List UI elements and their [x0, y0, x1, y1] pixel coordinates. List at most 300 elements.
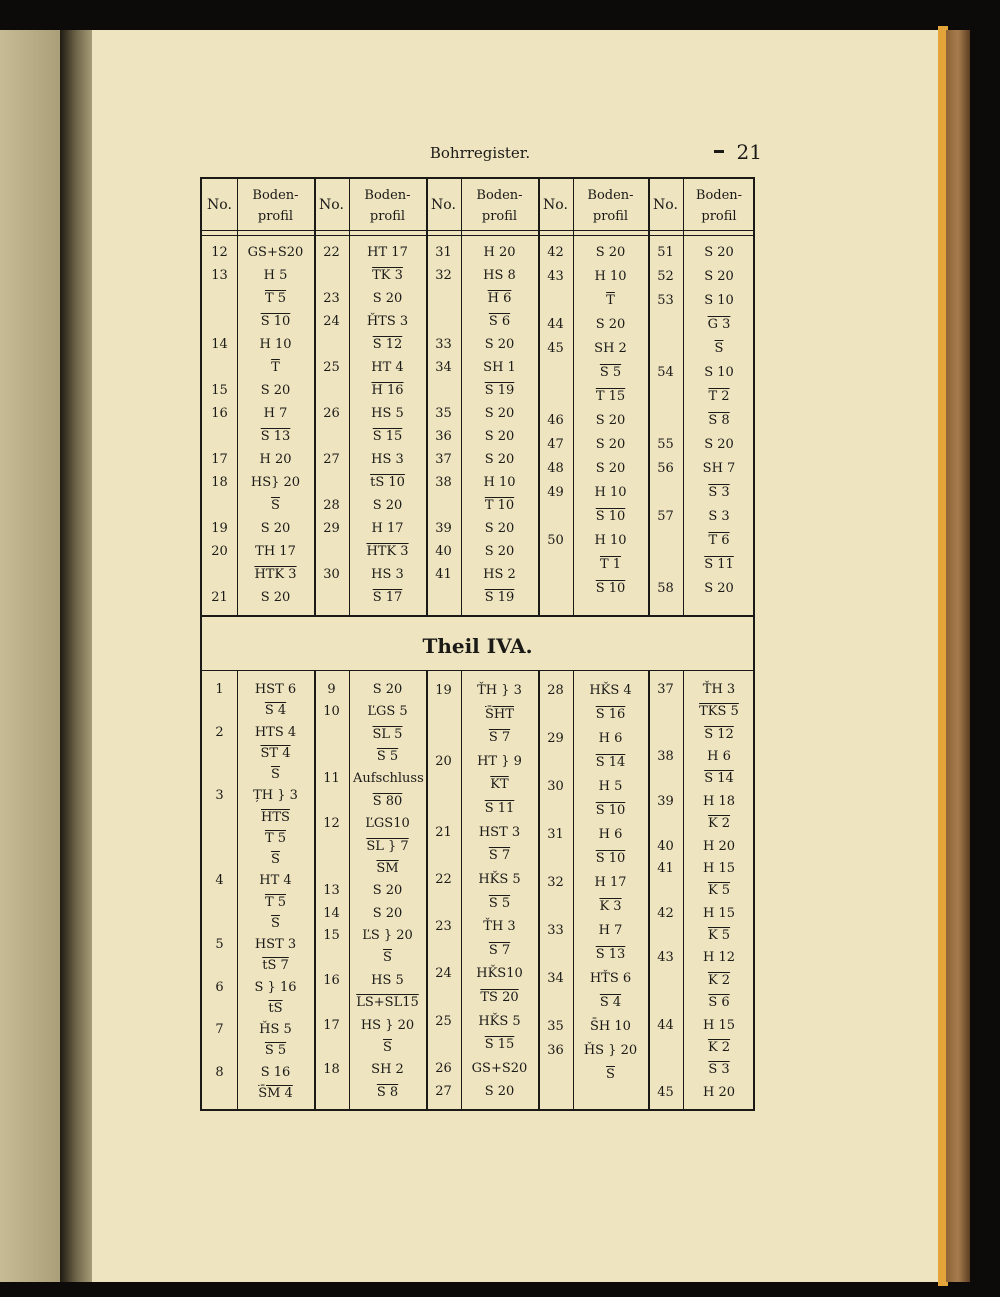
profile-layer: K 2	[707, 816, 731, 832]
row-number: 30	[323, 567, 340, 582]
row-number: 37	[435, 452, 452, 467]
profile-layer: S̄H 10	[590, 1019, 631, 1034]
row-number: 15	[211, 383, 228, 398]
row-number: 17	[211, 452, 228, 467]
profile-layer: $\overline{T}$	[271, 360, 280, 375]
profile-layer: HT 17	[367, 245, 408, 260]
profile-label-line1: Boden-	[252, 188, 299, 203]
profile-layer: ȚH } 3	[253, 788, 298, 804]
row-number: 56	[657, 461, 674, 476]
profile-layer: $\overline{KT}$	[490, 777, 509, 793]
profile-layer: SH 2	[594, 341, 627, 356]
profile-layer: S 10	[595, 803, 626, 818]
profile-layer: S 5	[488, 895, 511, 911]
profile-layer: S 6	[708, 995, 730, 1011]
profile-layer: ST 4	[260, 745, 291, 761]
profile-layer: S 11	[704, 557, 734, 572]
profile-layer: H 15	[702, 1017, 735, 1033]
profile-layer: S 14	[595, 755, 626, 770]
profile-layer: S 7	[488, 942, 511, 958]
row-number: 20	[435, 753, 452, 769]
profile-layer: T 2	[708, 389, 730, 404]
profile-layer: S 20	[704, 581, 734, 596]
profile-layer: H 10	[594, 269, 627, 284]
profile-label-line1: Boden-	[476, 188, 523, 203]
profile-layer: T 5	[264, 894, 287, 910]
profile-layer: LS+SL15	[356, 995, 419, 1011]
profile-layer: S 20	[372, 905, 403, 921]
profile-layer: HS 5	[371, 406, 404, 421]
profile-layer: $\overline{SM}$	[376, 860, 399, 876]
profile-layer: H 6	[598, 827, 623, 842]
column-divider	[573, 179, 574, 616]
row-number: 47	[547, 437, 564, 452]
row-number: 13	[211, 268, 228, 283]
profile-layer: HS} 20	[250, 475, 301, 490]
profile-layer: ȞTS 3	[366, 314, 409, 329]
profile-layer: S 13	[595, 947, 626, 962]
row-number: 14	[211, 337, 228, 352]
profile-layer: H 18	[702, 793, 735, 809]
profile-layer: T 15	[595, 389, 626, 404]
profile-layer: H 7	[598, 923, 623, 938]
profile-layer: S 5	[376, 749, 399, 765]
profile-layer: T 10	[484, 498, 515, 513]
column-header-no: No.	[319, 197, 344, 213]
profile-layer: S 20	[595, 317, 626, 332]
left-page-edge	[0, 30, 66, 1282]
row-number: 31	[547, 827, 564, 842]
profile-layer: HS 3	[371, 567, 404, 582]
profile-layer: HS 5	[371, 972, 404, 988]
profile-layer: $\overline{HTS}$	[261, 809, 290, 825]
row-number: 30	[547, 779, 564, 794]
column-divider	[237, 179, 238, 616]
profile-layer: T 5	[264, 291, 287, 306]
profile-layer: $\overline{S}$	[271, 915, 280, 931]
column-divider	[573, 671, 574, 1109]
row-number: 9	[327, 682, 336, 697]
row-number: 49	[547, 485, 564, 500]
row-number: 20	[211, 544, 228, 559]
profile-layer: G 3	[707, 317, 731, 332]
row-number: 40	[435, 544, 452, 559]
profile-layer: S 16	[595, 707, 626, 722]
row-number: 58	[657, 581, 674, 596]
profile-layer: S 20	[372, 682, 403, 697]
profile-layer: S 20	[260, 590, 291, 605]
profile-layer: S 17	[372, 590, 403, 605]
profile-layer: HǨS 5	[478, 1013, 521, 1029]
row-number: 36	[435, 429, 452, 444]
profile-layer: SH 7	[702, 461, 736, 476]
column-header-profile	[349, 185, 426, 227]
profile-layer: S 20	[260, 383, 291, 398]
row-number: 12	[211, 245, 228, 260]
row-number: 42	[657, 905, 674, 921]
section-rule	[202, 615, 753, 617]
profile-layer: S 20	[484, 406, 515, 421]
profile-layer: ĽGS 5	[367, 704, 408, 720]
profile-layer: HǨS 5	[478, 871, 521, 887]
profile-layer: S 20	[484, 452, 515, 467]
row-number: 38	[657, 749, 674, 765]
row-number: 6	[215, 979, 224, 995]
profile-layer: H 15	[702, 905, 735, 921]
profile-layer: S 20	[372, 498, 403, 513]
row-number: 48	[547, 461, 564, 476]
row-number: 1	[215, 682, 224, 697]
row-number: 43	[657, 950, 674, 966]
profile-layer: S 20	[484, 337, 515, 352]
row-number: 29	[323, 521, 340, 536]
profile-layer: K 2	[707, 972, 731, 988]
profile-layer: S 20	[704, 437, 734, 452]
row-number: 12	[323, 816, 340, 832]
profile-layer: S 10	[595, 509, 626, 524]
profile-layer: GS+S20	[471, 1060, 528, 1076]
profile-layer: S 19	[484, 383, 515, 398]
row-number: 22	[323, 245, 340, 260]
profile-layer: $\overline{S}$	[383, 950, 392, 966]
profile-layer: T 6	[708, 533, 730, 548]
row-number: 3	[215, 788, 224, 804]
section-title: Theil IVA.	[422, 634, 533, 658]
profile-layer: SH 1	[483, 360, 516, 375]
row-number: 36	[547, 1043, 564, 1058]
column-divider	[683, 179, 684, 616]
row-number: 8	[215, 1064, 224, 1080]
row-number: 42	[547, 245, 564, 260]
row-number: 23	[323, 291, 340, 306]
profile-layer: H 17	[371, 521, 404, 536]
book-spine	[60, 30, 92, 1282]
row-number: 16	[211, 406, 228, 421]
row-number: 32	[435, 268, 452, 283]
column-divider	[237, 671, 238, 1109]
column-header-no: No.	[543, 197, 568, 213]
profile-layer: S 4	[264, 703, 287, 719]
row-number: 29	[547, 731, 564, 746]
row-number: 26	[435, 1060, 452, 1076]
row-number: 13	[323, 883, 340, 899]
profile-layer: HST 3	[254, 937, 297, 952]
profile-layer: tS 10	[370, 475, 405, 490]
profile-layer: H 6	[487, 291, 512, 306]
profile-layer: Aufschluss	[353, 771, 424, 787]
bohrregister-table	[200, 177, 755, 1111]
profile-layer: S 10	[704, 365, 734, 380]
profile-layer: S 20	[260, 521, 291, 536]
row-number: 17	[323, 1017, 340, 1033]
profile-layer: S 19	[484, 590, 515, 605]
row-number: 41	[657, 860, 674, 876]
profile-layer: S 10	[704, 293, 734, 308]
profile-layer: H 17	[594, 875, 627, 890]
profile-layer: $\overline{S}$	[271, 498, 280, 513]
profile-layer: S 8	[708, 413, 730, 428]
profile-layer: ŤH } 3	[477, 683, 522, 698]
column-divider	[349, 179, 350, 616]
profile-layer: ȞS 5	[259, 1022, 292, 1037]
column-header-no: No.	[207, 197, 232, 213]
profile-layer: ĽS } 20	[362, 928, 413, 944]
profile-layer: H 5	[598, 779, 623, 794]
book-cover-edge	[946, 30, 970, 1282]
profile-layer: S 3	[708, 509, 730, 524]
row-number: 55	[657, 437, 674, 452]
row-number: 21	[435, 824, 452, 840]
profile-layer: SH 2	[371, 1062, 404, 1078]
profile-layer: TK 3	[372, 268, 403, 283]
row-number: 19	[211, 521, 228, 536]
profile-label-line2: profil	[592, 209, 629, 224]
row-number: 57	[657, 509, 674, 524]
row-number: 33	[435, 337, 452, 352]
profile-layer: S 20	[704, 269, 734, 284]
profile-layer: S 20	[595, 413, 626, 428]
profile-layer: S 6	[488, 314, 511, 329]
row-number: 2	[215, 724, 224, 740]
row-number: 33	[547, 923, 564, 938]
profile-layer: ŤH 3	[702, 682, 736, 697]
row-number: 28	[547, 683, 564, 698]
row-number: 40	[657, 838, 674, 854]
profile-layer: S̄HT	[485, 706, 514, 722]
profile-layer: K 5	[707, 883, 731, 899]
profile-layer: S 7	[488, 730, 511, 746]
row-number: 18	[323, 1062, 340, 1078]
column-header-profile	[461, 185, 538, 227]
profile-layer: S 8	[376, 1084, 399, 1100]
row-number: 38	[435, 475, 452, 490]
profile-layer: SL } 7	[366, 838, 409, 854]
column-divider	[461, 671, 462, 1109]
column-header-profile	[237, 185, 314, 227]
profile-layer: S 12	[704, 726, 734, 742]
header-rule	[202, 230, 753, 231]
profile-layer: S 10	[595, 581, 626, 596]
row-number: 5	[215, 937, 224, 952]
row-number: 32	[547, 875, 564, 890]
row-number: 35	[547, 1019, 564, 1034]
profile-layer: ĽGS10	[365, 816, 410, 832]
column-divider	[683, 671, 684, 1109]
profile-layer: HST 6	[254, 682, 297, 697]
column-divider	[648, 671, 650, 1109]
profile-layer: S 20	[484, 1084, 515, 1100]
section-rule	[202, 670, 753, 671]
profile-layer: HS 3	[371, 452, 404, 467]
profile-layer: TH 17	[255, 544, 296, 559]
row-number: 10	[323, 704, 340, 720]
profile-layer: H 20	[702, 838, 735, 854]
profile-layer: K 2	[707, 1039, 731, 1055]
profile-layer: H 12	[702, 950, 735, 966]
profile-layer: H 20	[483, 245, 516, 260]
profile-layer: HT 4	[259, 873, 292, 889]
row-number: 37	[657, 682, 674, 697]
profile-layer: S 11	[484, 801, 515, 817]
row-number: 31	[435, 245, 452, 260]
row-number: 21	[211, 590, 228, 605]
row-number: 11	[323, 771, 340, 787]
profile-layer: S 80	[372, 793, 403, 809]
profile-layer: S 10	[595, 851, 626, 866]
profile-layer: H 10	[594, 533, 627, 548]
profile-layer: $\overline{S}$	[383, 1039, 392, 1055]
profile-layer: H 20	[702, 1084, 735, 1100]
profile-layer: TKS 5	[699, 704, 739, 720]
row-number: 22	[435, 871, 452, 887]
profile-layer: HS 8	[483, 268, 516, 283]
profile-layer: ȞS } 20	[583, 1043, 638, 1058]
profile-layer: H 7	[263, 406, 288, 421]
profile-label-line2: profil	[257, 209, 294, 224]
profile-layer: S 3	[708, 1062, 730, 1078]
profile-layer: H 5	[263, 268, 288, 283]
profile-label-line1: Boden-	[695, 188, 743, 203]
row-number: 35	[435, 406, 452, 421]
profile-layer: S 20	[595, 461, 626, 476]
profile-layer: HTK 3	[254, 567, 297, 582]
profile-layer: HS } 20	[360, 1017, 415, 1033]
row-number: 45	[547, 341, 564, 356]
row-number: 16	[323, 972, 340, 988]
profile-layer: H 10	[483, 475, 516, 490]
row-number: 53	[657, 293, 674, 308]
profile-layer: S 12	[372, 337, 403, 352]
profile-layer: $\overline{S}$	[271, 767, 280, 782]
profile-layer: $\overline{S}$	[714, 341, 724, 356]
profile-layer: S 16	[260, 1064, 291, 1080]
row-number: 15	[323, 928, 340, 944]
profile-layer: S 20	[484, 429, 515, 444]
profile-layer: GS+S20	[247, 245, 304, 260]
row-number: 46	[547, 413, 564, 428]
row-number: 44	[547, 317, 564, 332]
column-header-no: No.	[431, 197, 456, 213]
row-number: 39	[435, 521, 452, 536]
column-divider	[461, 179, 462, 616]
profile-layer: SL 5	[372, 726, 403, 742]
profile-layer: HǨS 4	[589, 683, 632, 698]
profile-layer: $\overline{S}$	[271, 852, 280, 867]
profile-layer: S 14	[704, 771, 734, 787]
profile-layer: T 1	[599, 557, 622, 572]
profile-layer: S 20	[595, 437, 626, 452]
profile-label-line1: Boden-	[587, 188, 634, 203]
profile-layer: HŤS 6	[589, 971, 632, 986]
page-number: 21	[736, 140, 762, 164]
profile-layer: HT } 9	[477, 753, 522, 769]
profile-layer: S } 16	[254, 979, 297, 995]
row-number: 27	[435, 1084, 452, 1100]
profile-layer: S 20	[595, 245, 626, 260]
profile-layer: HǨS10	[476, 966, 523, 982]
profile-layer: tS 7	[262, 958, 289, 974]
row-number: 43	[547, 269, 564, 284]
row-number: 54	[657, 365, 674, 380]
column-header-profile	[683, 185, 755, 227]
row-number: 34	[435, 360, 452, 375]
row-number: 19	[435, 683, 452, 698]
profile-layer: HTS 4	[254, 724, 297, 740]
profile-layer: HTK 3	[366, 544, 409, 559]
profile-layer: $\overline{tS}$	[268, 1000, 283, 1016]
profile-layer: H 10	[259, 337, 292, 352]
row-number: 44	[657, 1017, 674, 1033]
profile-layer: S 15	[372, 429, 403, 444]
running-header: Bohrregister.	[429, 144, 531, 162]
row-number: 41	[435, 567, 452, 582]
profile-layer: S 13	[260, 429, 291, 444]
column-header-profile	[573, 185, 648, 227]
profile-layer: S̄M 4	[258, 1085, 293, 1101]
profile-layer: K 3	[599, 899, 622, 914]
profile-label-line2: profil	[701, 209, 737, 224]
profile-layer: T 5	[264, 830, 287, 846]
row-number: 18	[211, 475, 228, 490]
row-number: 28	[323, 498, 340, 513]
profile-layer: H 6	[707, 749, 731, 765]
row-number: 27	[323, 452, 340, 467]
profile-layer: K 5	[707, 928, 731, 944]
profile-layer: HST 3	[478, 824, 521, 840]
profile-layer: TS 20	[480, 989, 519, 1005]
row-number: 50	[547, 533, 564, 548]
profile-layer: H 16	[371, 383, 404, 398]
profile-layer: S 10	[260, 314, 291, 329]
profile-layer: S 20	[372, 883, 403, 899]
column-header-no: No.	[653, 197, 678, 213]
profile-layer: S 20	[704, 245, 734, 260]
profile-layer: HS 2	[483, 567, 516, 582]
row-number: 24	[435, 966, 452, 982]
row-number: 39	[657, 793, 674, 809]
row-number: 52	[657, 269, 674, 284]
profile-layer: $\overline{T}$	[606, 293, 615, 308]
profile-layer: S 5	[264, 1043, 287, 1059]
row-number: 45	[657, 1084, 674, 1100]
profile-layer: S 3	[708, 485, 730, 500]
profile-layer: $\overline{S}$	[606, 1067, 615, 1082]
profile-label-line2: profil	[481, 209, 518, 224]
profile-layer: H 6	[598, 731, 623, 746]
row-number: 23	[435, 919, 452, 935]
profile-layer: S 20	[372, 291, 403, 306]
header-rule	[202, 235, 753, 236]
profile-layer: S 4	[599, 995, 622, 1010]
row-number: 51	[657, 245, 674, 260]
profile-layer: S 20	[484, 521, 515, 536]
profile-layer: S 20	[484, 544, 515, 559]
row-number: 26	[323, 406, 340, 421]
profile-layer: H 10	[594, 485, 627, 500]
profile-label-line1: Boden-	[364, 188, 411, 203]
row-number: 25	[435, 1013, 452, 1029]
row-number: 7	[215, 1022, 224, 1037]
profile-layer: H 15	[702, 860, 735, 876]
row-number: 25	[323, 360, 340, 375]
profile-label-line2: profil	[369, 209, 406, 224]
profile-layer: HT 4	[371, 360, 404, 375]
profile-layer: ŤH 3	[483, 919, 516, 935]
row-number: 24	[323, 314, 340, 329]
column-divider	[349, 671, 350, 1109]
profile-layer: S 5	[599, 365, 622, 380]
row-number: 4	[215, 873, 224, 889]
